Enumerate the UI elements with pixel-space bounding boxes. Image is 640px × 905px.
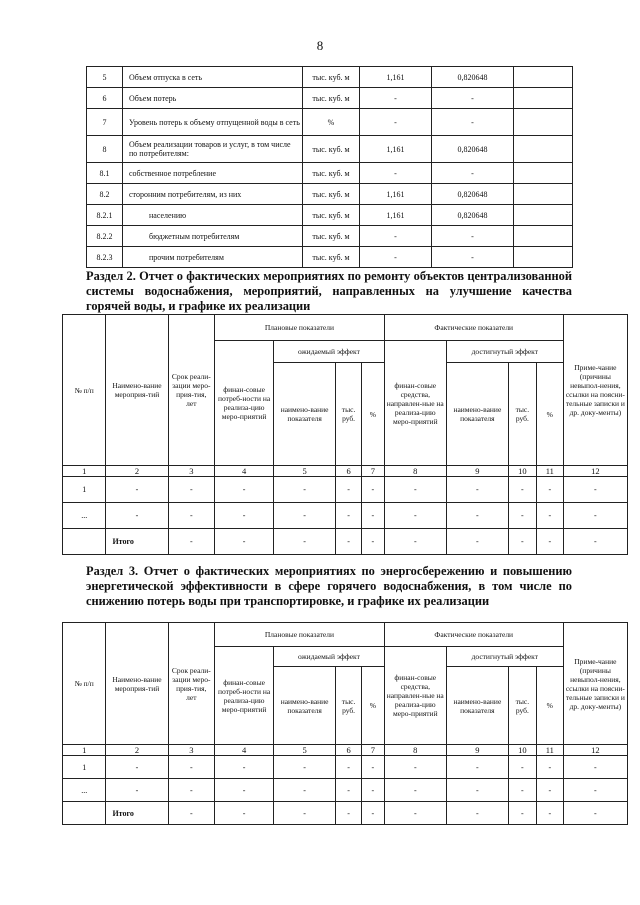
header-name: Наимено-вание мероприя-тий <box>106 623 168 745</box>
row-cell: - <box>106 756 168 779</box>
header-plan-effect: ожидаемый эффект <box>274 341 385 363</box>
row-number: 7 <box>87 109 123 136</box>
header-plan-effect: ожидаемый эффект <box>274 647 385 667</box>
column-number: 3 <box>168 466 215 477</box>
column-number: 5 <box>274 745 336 756</box>
column-number: 6 <box>336 745 362 756</box>
column-number: 12 <box>563 466 627 477</box>
row-cell: - <box>168 802 215 825</box>
row-cell: - <box>274 477 336 503</box>
row-name: населению <box>123 205 303 226</box>
column-number: 12 <box>563 745 627 756</box>
section-2-heading: Раздел 2. Отчет о фактических мероприятиях по ремонту объектов централизованной системы водоснабжения, мероприятий, направленных на улучшение качества горячей воды, и графике их реализации <box>86 269 572 313</box>
row-name: прочим потребителям <box>123 247 303 268</box>
row-value-2: - <box>432 163 514 184</box>
row-cell: - <box>106 477 168 503</box>
row-cell: - <box>508 802 536 825</box>
row-cell: - <box>536 802 563 825</box>
row-unit: тыс. куб. м <box>303 88 360 109</box>
row-name: собственное потребление <box>123 163 303 184</box>
header-fact-ind: наимено-вание показателя <box>446 667 508 745</box>
row-cell: - <box>215 779 274 802</box>
row-cell: - <box>274 503 336 529</box>
row-cell: - <box>168 529 215 555</box>
row-unit: % <box>303 109 360 136</box>
header-fact-fin: финан-совые средства, направлен-ные на реализа-цию меро-приятий <box>384 341 446 466</box>
row-label: ... <box>63 779 106 802</box>
row-value-2: 0,820648 <box>432 67 514 88</box>
section-3-heading: Раздел 3. Отчет о фактических мероприятиях по энергосбережению и повышению энергетической эффективности в сфере горячего водоснабжения, в том числе по снижению потерь воды при транспортировке, и графике их реализации <box>86 564 572 608</box>
row-label <box>63 529 106 555</box>
row-name: Объем отпуска в сеть <box>123 67 303 88</box>
row-cell: - <box>446 503 508 529</box>
total-label: Итого <box>106 529 168 555</box>
row-value-1: 1,161 <box>360 67 432 88</box>
table-row <box>63 477 628 503</box>
row-cell: - <box>336 802 362 825</box>
row-unit: тыс. куб. м <box>303 136 360 163</box>
row-number: 8.1 <box>87 163 123 184</box>
row-cell: - <box>336 756 362 779</box>
column-number: 10 <box>508 466 536 477</box>
row-name: Уровень потерь к объему отпущенной воды в сеть <box>123 109 303 136</box>
row-cell: - <box>215 756 274 779</box>
row-cell: - <box>274 779 336 802</box>
row-cell: - <box>563 802 627 825</box>
row-cell: - <box>106 503 168 529</box>
row-cell: - <box>563 503 627 529</box>
row-cell: - <box>563 529 627 555</box>
column-number: 3 <box>168 745 215 756</box>
row-cell: - <box>446 756 508 779</box>
row-value-2: 0,820648 <box>432 184 514 205</box>
column-number: 8 <box>384 466 446 477</box>
row-empty <box>514 88 573 109</box>
table-row <box>87 163 573 184</box>
row-cell: - <box>536 503 563 529</box>
row-value-1: - <box>360 226 432 247</box>
table-row <box>63 756 628 779</box>
row-empty <box>514 247 573 268</box>
column-number: 1 <box>63 745 106 756</box>
header-term: Срок реали-зации меро-прия-тия, лет <box>168 315 215 466</box>
header-plan-rub: тыс. руб. <box>336 363 362 466</box>
row-number: 6 <box>87 88 123 109</box>
row-cell: - <box>215 802 274 825</box>
row-value-2: 0,820648 <box>432 136 514 163</box>
table-row <box>63 503 628 529</box>
table-row <box>87 109 573 136</box>
row-empty <box>514 184 573 205</box>
row-cell: - <box>274 802 336 825</box>
column-number: 2 <box>106 466 168 477</box>
row-cell: - <box>536 477 563 503</box>
column-number: 8 <box>384 745 446 756</box>
row-label: 1 <box>63 477 106 503</box>
table-row <box>87 226 573 247</box>
row-number: 5 <box>87 67 123 88</box>
row-empty <box>514 205 573 226</box>
page-number: 8 <box>316 38 324 53</box>
row-value-1: 1,161 <box>360 205 432 226</box>
row-cell: - <box>446 779 508 802</box>
row-cell: - <box>336 779 362 802</box>
row-cell: - <box>215 503 274 529</box>
row-cell: - <box>336 477 362 503</box>
header-fact-group: Фактические показатели <box>384 315 563 341</box>
header-plan-group: Плановые показатели <box>215 623 385 647</box>
volume-indicators-table <box>86 66 573 268</box>
table-row <box>87 136 573 163</box>
header-plan-ind: наимено-вание показателя <box>274 363 336 466</box>
column-number: 5 <box>274 466 336 477</box>
header-plan-rub: тыс. руб. <box>336 667 362 745</box>
row-cell: - <box>446 529 508 555</box>
row-unit: тыс. куб. м <box>303 184 360 205</box>
row-cell: - <box>384 529 446 555</box>
row-cell: - <box>384 756 446 779</box>
row-cell: - <box>274 756 336 779</box>
header-fact-pct: % <box>536 363 563 466</box>
column-number: 2 <box>106 745 168 756</box>
column-number: 4 <box>215 466 274 477</box>
row-cell: - <box>384 802 446 825</box>
row-number: 8.2 <box>87 184 123 205</box>
row-cell: - <box>384 477 446 503</box>
row-value-1: - <box>360 247 432 268</box>
column-number: 7 <box>362 745 385 756</box>
table-row <box>87 67 573 88</box>
row-empty <box>514 163 573 184</box>
header-note: Приме-чание (причины невыпол-нения, ссылки на поясни-тельные записки и др. доку-менты) <box>563 315 627 466</box>
row-unit: тыс. куб. м <box>303 226 360 247</box>
row-cell: - <box>563 779 627 802</box>
row-empty <box>514 67 573 88</box>
column-number: 10 <box>508 745 536 756</box>
row-cell: - <box>536 529 563 555</box>
row-value-2: - <box>432 247 514 268</box>
row-cell: - <box>336 503 362 529</box>
row-label: ... <box>63 503 106 529</box>
table-row <box>87 205 573 226</box>
column-number: 1 <box>63 466 106 477</box>
row-value-2: 0,820648 <box>432 205 514 226</box>
row-cell: - <box>508 477 536 503</box>
row-cell: - <box>106 779 168 802</box>
row-value-2: - <box>432 109 514 136</box>
row-unit: тыс. куб. м <box>303 163 360 184</box>
header-num: № п/п <box>63 315 106 466</box>
row-name: сторонним потребителям, из них <box>123 184 303 205</box>
row-unit: тыс. куб. м <box>303 205 360 226</box>
row-cell: - <box>362 779 385 802</box>
row-cell: - <box>563 756 627 779</box>
row-value-1: - <box>360 109 432 136</box>
column-number: 9 <box>446 745 508 756</box>
column-number: 6 <box>336 466 362 477</box>
row-name: Объем потерь <box>123 88 303 109</box>
row-cell: - <box>446 802 508 825</box>
row-cell: - <box>508 503 536 529</box>
row-number: 8.2.3 <box>87 247 123 268</box>
row-value-2: - <box>432 88 514 109</box>
column-number: 9 <box>446 466 508 477</box>
section-3-table <box>62 622 628 825</box>
row-value-1: - <box>360 88 432 109</box>
header-num: № п/п <box>63 623 106 745</box>
header-fact-rub: тыс. руб. <box>508 363 536 466</box>
row-name: бюджетным потребителям <box>123 226 303 247</box>
header-fact-fin: финан-совые средства, направлен-ные на реализа-цию меро-приятий <box>384 647 446 745</box>
row-cell: - <box>362 477 385 503</box>
header-plan-fin: финан-совые потреб-ности на реализа-цию меро-приятий <box>215 647 274 745</box>
row-number: 8.2.1 <box>87 205 123 226</box>
row-number: 8 <box>87 136 123 163</box>
header-note: Приме-чание (причины невыпол-нения, ссылки на поясни-тельные записки и др. доку-менты) <box>563 623 627 745</box>
row-cell: - <box>508 779 536 802</box>
header-fact-effect: достигнутый эффект <box>446 341 563 363</box>
header-plan-fin: финан-совые потреб-ности на реализа-цию меро-приятий <box>215 341 274 466</box>
row-cell: - <box>384 779 446 802</box>
row-value-1: - <box>360 163 432 184</box>
row-unit: тыс. куб. м <box>303 247 360 268</box>
row-unit: тыс. куб. м <box>303 67 360 88</box>
header-name: Наимено-вание мероприя-тий <box>106 315 168 466</box>
header-plan-ind: наимено-вание показателя <box>274 667 336 745</box>
row-cell: - <box>384 503 446 529</box>
row-cell: - <box>563 477 627 503</box>
row-cell: - <box>446 477 508 503</box>
table-row <box>63 802 628 825</box>
header-fact-ind: наимено-вание показателя <box>446 363 508 466</box>
row-empty <box>514 136 573 163</box>
total-label: Итого <box>106 802 168 825</box>
row-cell: - <box>536 779 563 802</box>
column-number: 11 <box>536 466 563 477</box>
row-label <box>63 802 106 825</box>
row-name: Объем реализации товаров и услуг, в том числе по потребителям: <box>123 136 303 163</box>
row-cell: - <box>362 756 385 779</box>
row-cell: - <box>168 756 215 779</box>
row-empty <box>514 226 573 247</box>
table-row <box>87 247 573 268</box>
row-cell: - <box>274 529 336 555</box>
row-value-1: 1,161 <box>360 136 432 163</box>
row-label: 1 <box>63 756 106 779</box>
row-cell: - <box>168 503 215 529</box>
row-empty <box>514 109 573 136</box>
header-fact-rub: тыс. руб. <box>508 667 536 745</box>
header-fact-pct: % <box>536 667 563 745</box>
row-cell: - <box>168 477 215 503</box>
row-cell: - <box>336 529 362 555</box>
table-row <box>87 184 573 205</box>
row-cell: - <box>215 477 274 503</box>
header-term: Срок реали-зации меро-прия-тия, лет <box>168 623 215 745</box>
header-fact-effect: достигнутый эффект <box>446 647 563 667</box>
row-number: 8.2.2 <box>87 226 123 247</box>
row-cell: - <box>362 503 385 529</box>
row-value-2: - <box>432 226 514 247</box>
row-cell: - <box>536 756 563 779</box>
row-cell: - <box>215 529 274 555</box>
column-number: 4 <box>215 745 274 756</box>
row-cell: - <box>168 779 215 802</box>
column-number: 7 <box>362 466 385 477</box>
column-number: 11 <box>536 745 563 756</box>
row-cell: - <box>362 802 385 825</box>
table-row <box>63 779 628 802</box>
row-cell: - <box>508 756 536 779</box>
row-cell: - <box>508 529 536 555</box>
table-row <box>63 529 628 555</box>
header-fact-group: Фактические показатели <box>384 623 563 647</box>
header-plan-group: Плановые показатели <box>215 315 385 341</box>
section-2-table <box>62 314 628 555</box>
row-value-1: 1,161 <box>360 184 432 205</box>
header-plan-pct: % <box>362 363 385 466</box>
row-cell: - <box>362 529 385 555</box>
header-plan-pct: % <box>362 667 385 745</box>
table-row <box>87 88 573 109</box>
